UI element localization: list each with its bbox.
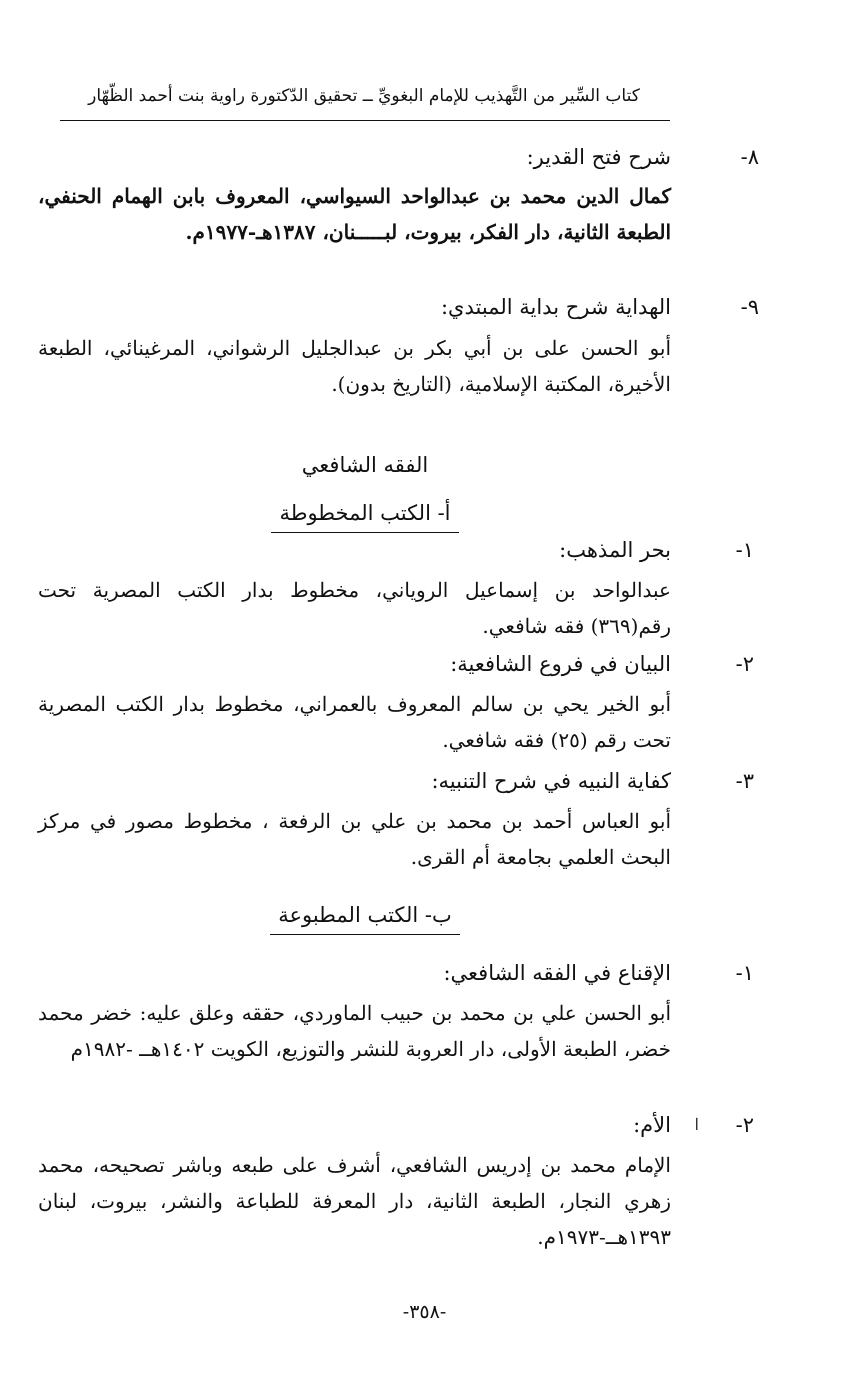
entry-body: عبدالواحد بن إسماعيل الروياني، مخطوط بدار الكتب المصرية تحت رقم(٣٦٩) فقه شافعي. [38,578,671,638]
subsection-heading-a-text: أ- الكتب المخطوطة [271,496,458,533]
page-number: -٣٥٨- [402,1301,447,1323]
entry-body: أبو الحسن علي بن محمد بن حبيب الماوردي، حققه وعلق عليه: خضر محمد خضر، الطبعة الأولى، دار العروبة للنشر والتوزيع، الكويت ١٤٠٢هــ -١٩٨٢م [38,1001,671,1061]
entry-number: ٩- [740,295,759,319]
entry-title: الهداية شرح بداية المبتدي: [440,295,671,319]
entry-title: الأم: [633,1113,671,1137]
entry-title: كفاية النبيه في شرح التنبيه: [431,769,671,793]
subsection-heading-a [60,496,670,533]
entry-number: ١- [735,961,754,985]
subsection-heading-b-text: ب- الكتب المطبوعة [270,898,460,935]
header-rule [60,120,670,121]
entry-number: ٨- [740,145,759,169]
section-title: الفقه الشافعي [301,453,429,477]
entry-title: الإقناع في الفقه الشافعي: [443,961,671,985]
running-head: كتاب السِّير من التَّهذيب للإمام البغويِّ ــ تحقيق الدّكتورة راوية بنت أحمد الظّهّار [88,86,640,106]
entry-number: ٢- [735,1113,754,1137]
margin-mark: ا [694,1115,699,1134]
entry-body: أبو العباس أحمد بن محمد بن علي بن الرفعة ، مخطوط مصور في مركز البحث العلمي بجامعة أم القرى. [38,809,671,869]
entry-body: أبو الخير يحي بن سالم المعروف بالعمراني، مخطوط بدار الكتب المصرية تحت رقم (٢٥) فقه شافعي. [38,692,671,752]
entry-title: بحر المذهب: [559,538,671,562]
entry-number: ١- [735,538,754,562]
subsection-heading-b [60,898,670,935]
entry-body: أبو الحسن على بن أبي بكر بن عبدالجليل الرشواني، المرغينائي، الطبعة الأخيرة، المكتبة الإسلامية، (التاريخ بدون). [38,336,671,396]
entry-body: كمال الدين محمد بن عبدالواحد السيواسي، المعروف بابن الهمام الحنفي، الطبعة الثانية، دار الفكر، بيروت، لبـــــنان، ١٣٨٧هـ-١٩٧٧م. [38,184,671,244]
entry-number: ٣- [735,769,754,793]
entry-title: شرح فتح القدير: [526,145,671,169]
entry-number: ٢- [735,652,754,676]
entry-title: البيان في فروع الشافعية: [450,652,671,676]
entry-body: الإمام محمد بن إدريس الشافعي، أشرف على طبعه وباشر تصحيحه، محمد زهري النجار، الطبعة الثانية، دار المعرفة للطباعة والنشر، بيروت، لبنان ١٣٩٣هــ-١٩٧٣م. [38,1153,671,1249]
